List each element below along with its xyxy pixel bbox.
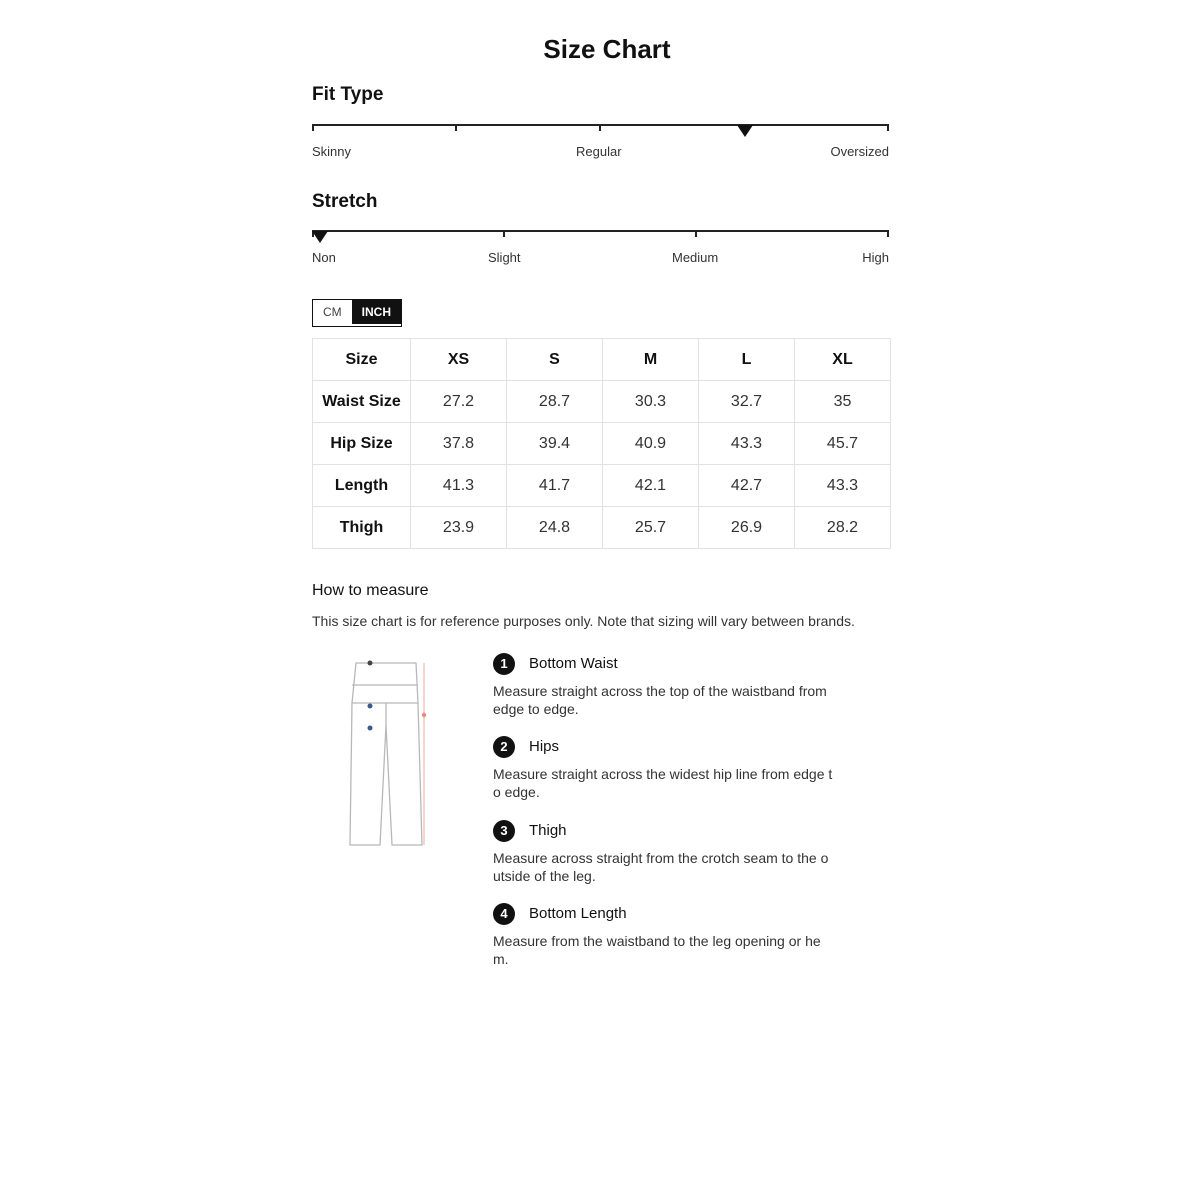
step-description: Measure straight across the widest hip line from edge to edge. <box>493 766 833 800</box>
fit-type-label-skinny: Skinny <box>312 144 352 159</box>
table-header-cell: S <box>507 339 603 381</box>
table-cell: 40.9 <box>603 423 699 465</box>
fit-type-tick <box>599 124 601 131</box>
step-name: Hips <box>529 738 560 755</box>
stretch-tick <box>695 230 697 237</box>
unit-inch-button[interactable]: INCH <box>352 300 401 324</box>
table-cell: 43.3 <box>795 465 891 507</box>
step-number-badge: 1 <box>493 653 515 675</box>
page-title: Size Chart <box>543 34 671 64</box>
table-header-cell: XS <box>411 339 507 381</box>
table-cell: 41.3 <box>411 465 507 507</box>
fit-type-marker-icon <box>737 125 753 137</box>
stretch-tick <box>503 230 505 237</box>
fit-type-tick <box>455 124 457 131</box>
fit-type-tick <box>887 124 889 131</box>
fit-type-scale <box>312 124 889 164</box>
table-cell: 27.2 <box>411 381 507 423</box>
how-to-measure-heading: How to measure <box>312 582 429 599</box>
table-cell: 45.7 <box>795 423 891 465</box>
size-chart-panel <box>312 0 890 1200</box>
stretch-label-non: Non <box>312 250 336 265</box>
stretch-heading: Stretch <box>312 191 378 212</box>
table-cell: 23.9 <box>411 507 507 549</box>
table-cell: 28.7 <box>507 381 603 423</box>
table-cell: 28.2 <box>795 507 891 549</box>
size-table <box>312 338 891 549</box>
row-label: Hip Size <box>313 423 411 465</box>
unit-toggle <box>312 299 402 327</box>
step-name: Bottom Waist <box>529 655 618 672</box>
table-header-cell: XL <box>795 339 891 381</box>
step-description: Measure straight across the top of the waistband from edge to edge. <box>493 683 827 717</box>
table-cell: 25.7 <box>603 507 699 549</box>
unit-cm-button[interactable]: CM <box>313 300 352 324</box>
step-name: Bottom Length <box>529 905 627 922</box>
table-cell: 39.4 <box>507 423 603 465</box>
table-cell: 32.7 <box>699 381 795 423</box>
table-cell: 41.7 <box>507 465 603 507</box>
step-description: Measure across straight from the crotch seam to the outside of the leg. <box>493 850 829 884</box>
stretch-label-slight: Slight <box>488 250 521 265</box>
table-header-cell: Size <box>313 339 411 381</box>
table-cell: 30.3 <box>603 381 699 423</box>
table-header-cell: M <box>603 339 699 381</box>
step-description: Measure from the waistband to the leg opening or hem. <box>493 933 821 967</box>
stretch-tick <box>887 230 889 237</box>
step-name: Thigh <box>529 822 567 839</box>
row-label: Length <box>313 465 411 507</box>
stretch-scale <box>312 230 889 270</box>
table-row <box>313 423 891 465</box>
row-label: Thigh <box>313 507 411 549</box>
stretch-label-medium: Medium <box>672 250 719 265</box>
row-label: Waist Size <box>313 381 411 423</box>
table-header-cell: L <box>699 339 795 381</box>
pants-diagram-icon <box>342 655 442 850</box>
table-cell: 26.9 <box>699 507 795 549</box>
fit-type-label-regular: Regular <box>576 144 622 159</box>
table-cell: 35 <box>795 381 891 423</box>
step-number-badge: 2 <box>493 736 515 758</box>
table-cell: 42.7 <box>699 465 795 507</box>
step-number-badge: 3 <box>493 820 515 842</box>
stretch-scale-line <box>312 230 889 232</box>
table-cell: 24.8 <box>507 507 603 549</box>
fit-type-tick <box>312 124 314 131</box>
table-row <box>313 465 891 507</box>
table-row <box>313 381 891 423</box>
stretch-label-high: High <box>862 250 889 265</box>
size-table-header-row <box>313 339 891 381</box>
fit-type-label-oversized: Oversized <box>830 144 889 159</box>
table-cell: 42.1 <box>603 465 699 507</box>
table-row <box>313 507 891 549</box>
fit-type-heading: Fit Type <box>312 84 384 105</box>
step-number-badge: 4 <box>493 903 515 925</box>
table-cell: 37.8 <box>411 423 507 465</box>
stretch-marker-icon <box>312 231 328 243</box>
how-to-measure-note: This size chart is for reference purposes only. Note that sizing will vary between brands. <box>312 613 855 629</box>
table-cell: 43.3 <box>699 423 795 465</box>
